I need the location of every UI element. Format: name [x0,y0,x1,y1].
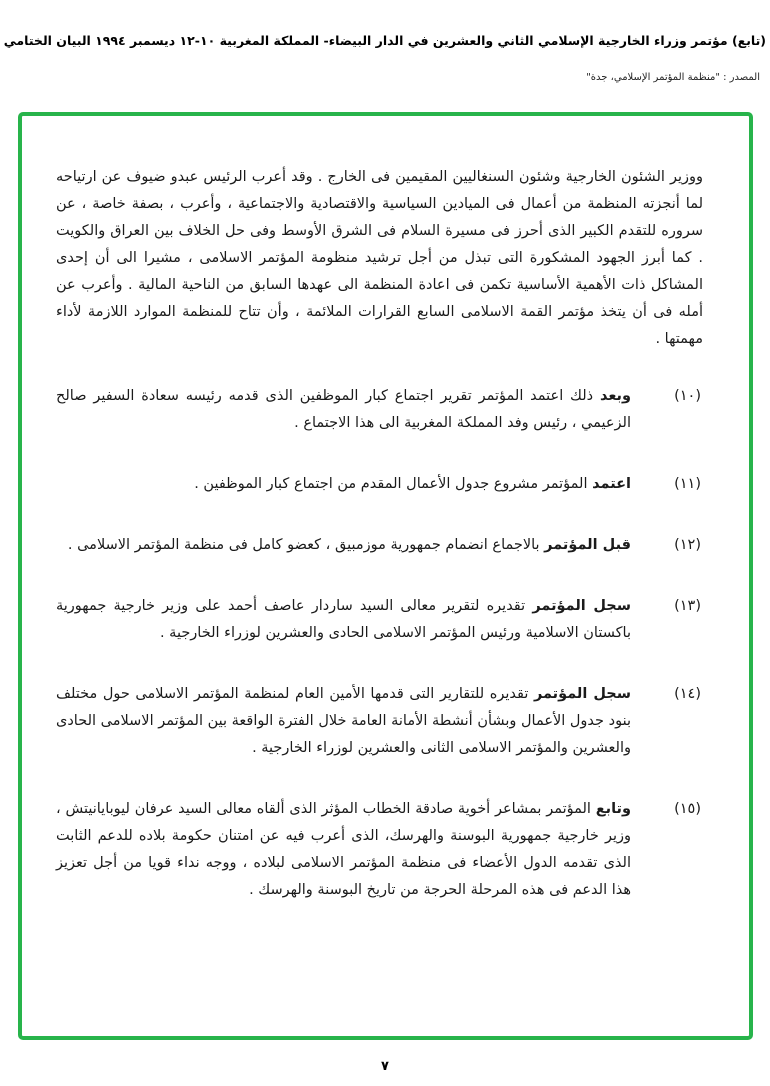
numbered-paragraph [56,383,703,437]
paragraph-lead-word: اعتمد [592,476,631,492]
paragraph-lead-word: قبل المؤتمر [544,537,631,553]
document-header-title: (تابع) مؤتمر وزراء الخارجية الإسلامي الثاني والعشرين في الدار البيضاء- المملكة المغربية ١٠-١٢ ديسمبر ١٩٩٤ البيان الختامي [3,33,766,48]
paragraph-number: (١١) [674,476,701,492]
numbered-paragraph [56,796,703,904]
numbered-paragraph [56,532,703,559]
green-highlight-frame [18,112,753,1040]
numbered-paragraph [56,681,703,762]
paragraph-number: (١٤) [674,686,701,702]
paragraph-text [56,681,631,762]
paragraph-number: (١٥) [674,801,701,817]
paragraph-text [56,593,631,647]
paragraph-body-text: بالاجماع انضمام جمهورية موزمبيق ، كعضو كامل فى منظمة المؤتمر الاسلامى . [67,537,540,553]
intro-paragraph: ووزير الشئون الخارجية وشئون السنغاليين المقيمين فى الخارج . وقد أعرب الرئيس عبدو ضيوف عن ارتياحه لما أنجزته المنظمة من أعمال فى الميادين السياسية والاقتصادية والاجتماعية ، وأعرب ، بصفة خاصة ، عن سروره للتقدم الكبير الذى أحرز فى مسيرة السلام فى الشرق الأوسط وفى حل الخلاف بين العراق والكويت . كما أبرز الجهود المشكورة التى تبذل من أجل ترشيد منظومة المؤتمر الاسلامى ، مشيرا الى أن إحدى المشاكل ذات الأهمية الأساسية تكمن فى اعادة المنظمة الى عهدها السابق من الناحية المالية . وأعرب عن أمله فى أن يتخذ مؤتمر القمة الاسلامى السابع القرارات الملائمة ، وأن تتاح للمنظمة الموارد اللازمة لأداء مهمتها . [56,169,703,347]
paragraph-lead-word: سجل المؤتمر [533,686,631,702]
paragraph-text [56,532,631,559]
source-line: المصدر : "منظمة المؤتمر الإسلامي، جدة" [586,72,760,83]
paragraph-body-text: تقديره للتقارير التى قدمها الأمين العام لمنظمة المؤتمر الاسلامى حول مختلف بنود جدول الأعمال وبشأن أنشطة الأمانة العامة خلال الفترة الواقعة بين المؤتمر الاسلامى الحادى والعشرين والمؤتمر الاسلامى الثانى والعشرين لوزراء الخارجية . [56,686,631,756]
paragraph-lead-word: سجل المؤتمر [532,598,631,614]
numbered-paragraph [56,593,703,647]
paragraph-text [56,383,631,437]
paragraph-body-text: المؤتمر مشروع جدول الأعمال المقدم من اجتماع كبار الموظفين . [194,476,588,492]
numbered-paragraph [56,471,703,498]
document-body [56,164,703,904]
paragraph-text [56,796,631,904]
paragraph-number: (١٠) [674,388,701,404]
paragraph-body-text: تقديره لتقرير معالى السيد ساردار عاصف أحمد على وزير خارجية جمهورية باكستان الاسلامية ورئيس المؤتمر الاسلامى الحادى والعشرين لوزراء الخارجية . [56,598,631,641]
paragraph-lead-word: وتابع [595,801,632,817]
paragraph-body-text: ذلك اعتمد المؤتمر تقرير اجتماع كبار الموظفين الذى قدمه رئيسه سعادة السفير صالح الزعيمي ، رئيس وفد المملكة المغربية الى هذا الاجتماع . [56,388,631,431]
paragraph-number: (١٢) [674,537,701,553]
paragraph-body-text: المؤتمر بمشاعر أخوية صادقة الخطاب المؤثر الذى ألقاه معالى السيد عرفان ليوبايانيتش ، وزير خارجية جمهورية البوسنة والهرسك، الذى أعرب فيه عن امتنان حكومة بلاده للدعم الثابت الذى تقدمه الدول الأعضاء فى منظمة المؤتمر الاسلامى لبلاده ، ووجه نداء قويا من أجل تعزيز هذا الدعم فى هذه المرحلة الحرجة من تاريخ البوسنة والهرسك . [56,801,631,898]
paragraph-lead-word: وبعد [599,388,631,404]
paragraph-number: (١٣) [674,598,701,614]
page-number: ٧ [381,1059,389,1074]
paragraph-text [56,471,631,498]
